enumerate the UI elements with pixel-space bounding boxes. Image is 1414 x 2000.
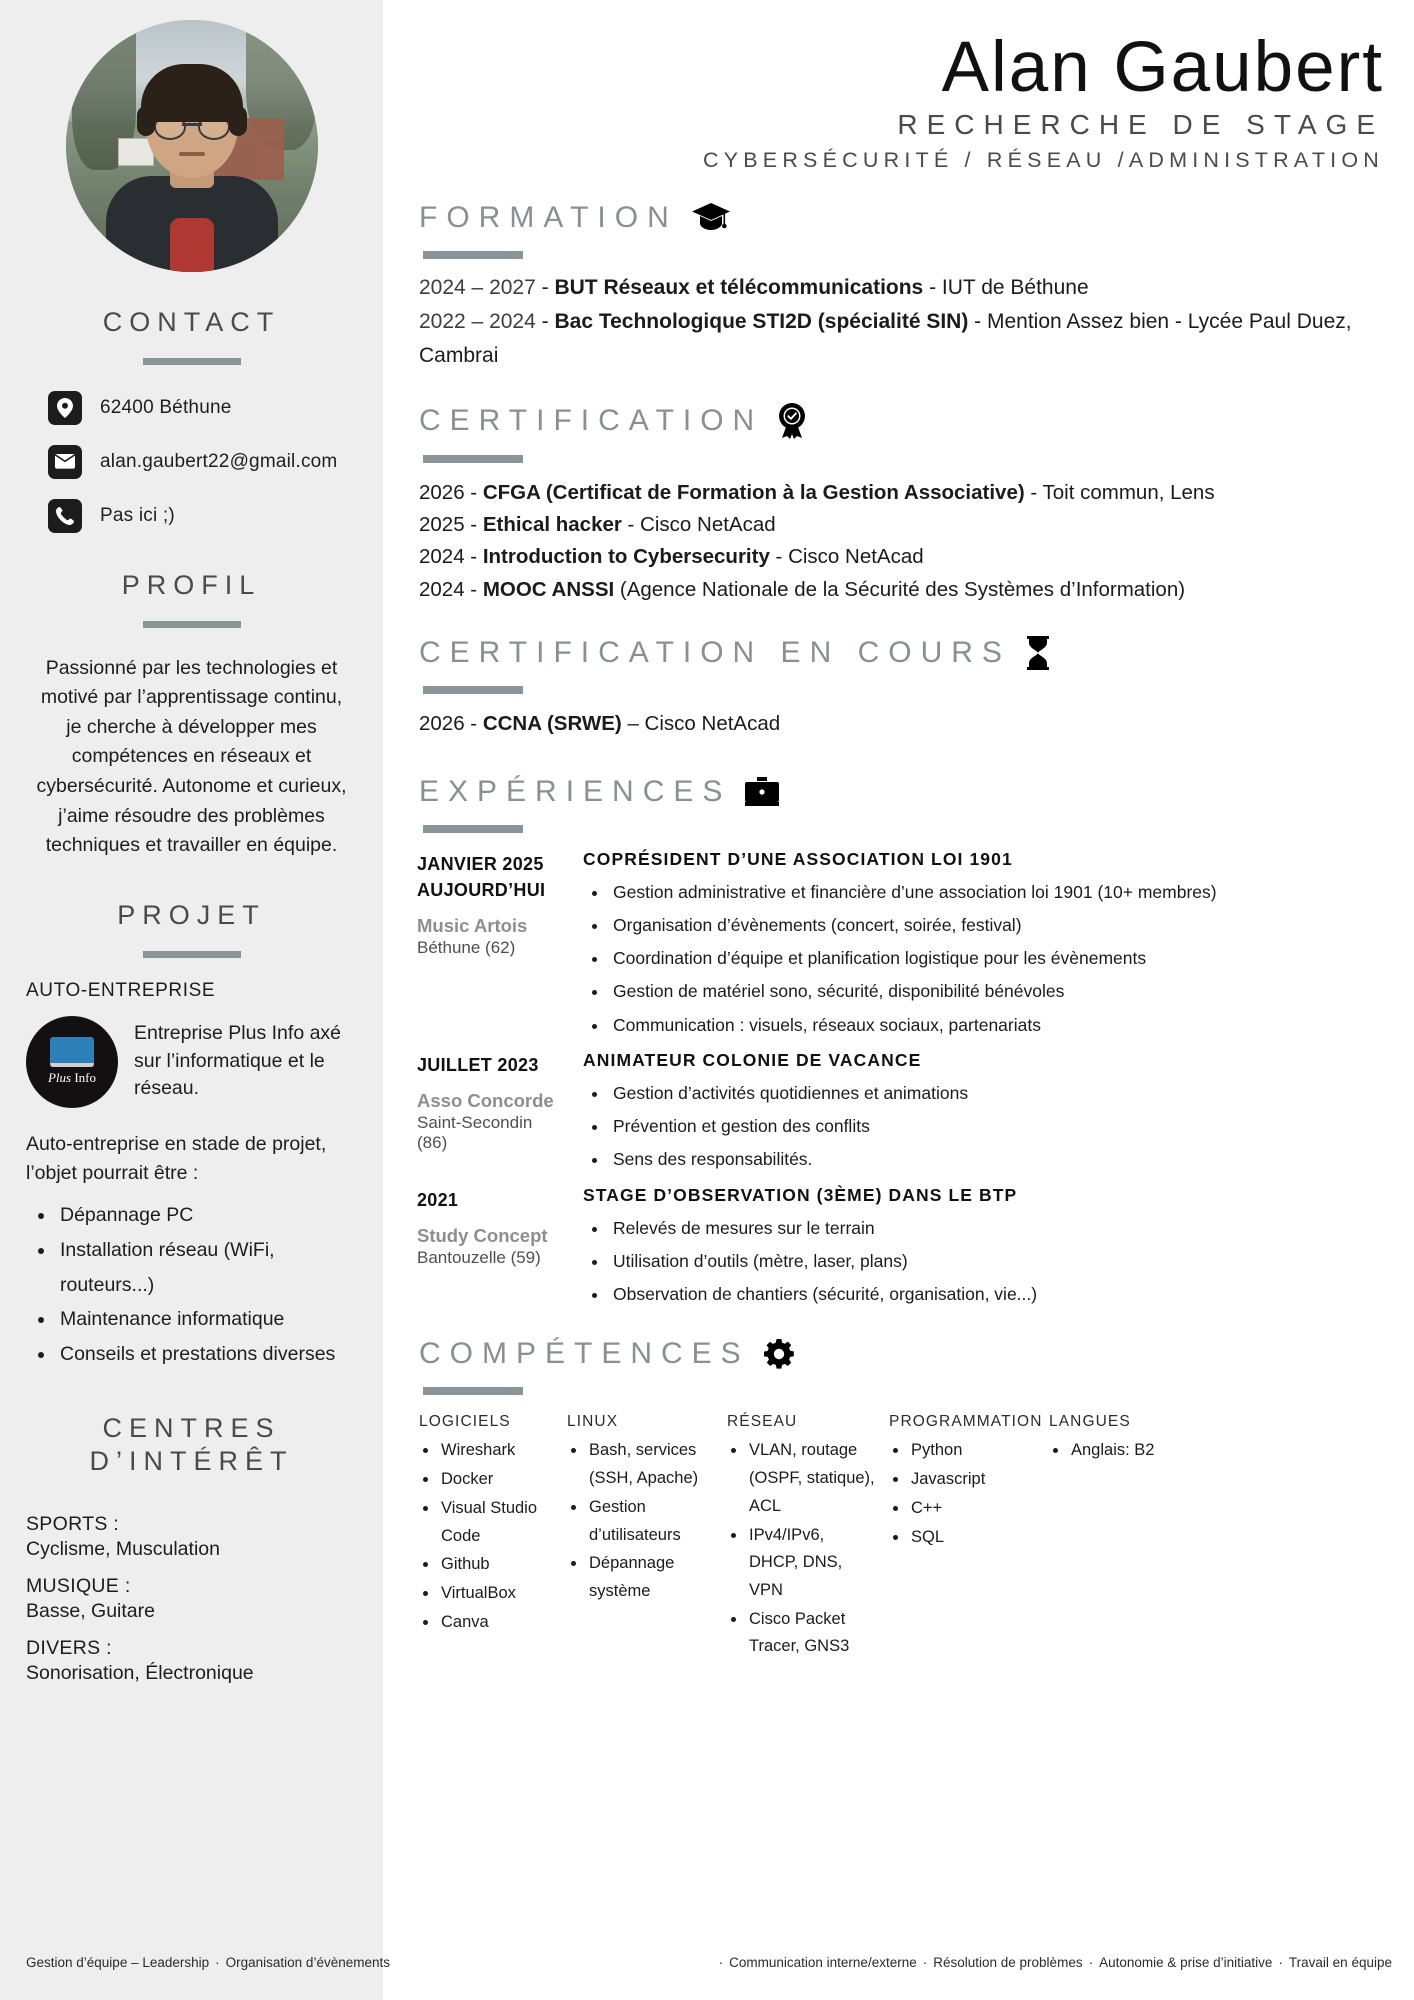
list-item: • Anglais: B2 xyxy=(1069,1437,1199,1465)
contact-email-text: alan.gaubert22@gmail.com xyxy=(100,450,338,472)
experience-meta xyxy=(417,849,561,1042)
experience-bullets xyxy=(583,1077,1392,1177)
role-line-2: CYBERSÉCURITÉ / RÉSEAU /ADMINISTRATION xyxy=(702,147,1384,172)
formation-divider xyxy=(423,251,523,259)
laptop-icon xyxy=(50,1037,94,1067)
interets-heading-line1: CENTRES xyxy=(102,1412,281,1443)
footer-dot: · xyxy=(1088,1955,1094,1970)
certification-item-dash: - xyxy=(464,513,483,537)
skill-list xyxy=(727,1437,877,1661)
experience-body xyxy=(561,1050,1392,1177)
skill-column-title: LINUX xyxy=(567,1413,619,1431)
experience-title: ANIMATEUR COLONIE DE VACANCE xyxy=(583,1049,922,1070)
skill-column-title: PROGRAMMATION xyxy=(889,1413,1043,1431)
plus-info-logo-italic: Plus xyxy=(47,1070,72,1086)
contact-divider xyxy=(143,358,241,365)
interet-divers xyxy=(26,1637,357,1685)
experience-date-line1: JUILLET 2023 xyxy=(417,1054,539,1075)
gear-icon xyxy=(764,1339,794,1369)
list-item: • Conseils et prestations diverses xyxy=(56,1337,357,1372)
plus-info-logo-text xyxy=(48,1070,96,1086)
experience-item xyxy=(405,849,1392,1042)
experience-item xyxy=(405,1185,1392,1312)
plus-info-logo xyxy=(26,1016,118,1108)
certification-item-dash: - xyxy=(464,577,483,601)
briefcase-icon xyxy=(745,777,779,807)
contact-list xyxy=(26,391,357,533)
experience-bullets xyxy=(583,876,1392,1042)
list-item: • Dépannage système xyxy=(587,1550,715,1605)
profil-heading: PROFIL xyxy=(121,569,262,600)
graduation-cap-icon xyxy=(692,203,730,233)
phone-icon xyxy=(48,499,82,533)
skill-list xyxy=(567,1437,715,1605)
projet-divider xyxy=(143,951,241,958)
certification-item-bold: Ethical hacker xyxy=(482,513,622,537)
experience-item xyxy=(405,1050,1392,1177)
skill-list xyxy=(889,1437,1037,1551)
certification-en-cours-divider xyxy=(423,686,523,694)
person-mouth xyxy=(179,152,205,156)
projet-subtitle: AUTO-ENTREPRISE xyxy=(26,979,216,1001)
experience-org: Study Concept xyxy=(417,1224,548,1246)
certification-divider xyxy=(423,455,523,463)
projet-paragraph: Auto-entreprise en stade de projet, l’objet pourrait être : xyxy=(26,1132,327,1184)
competences-heading: COMPÉTENCES xyxy=(419,1337,750,1371)
sidebar-footer xyxy=(26,1955,390,1970)
experience-bullets xyxy=(583,1212,1392,1312)
certification-item-rest: - Cisco NetAcad xyxy=(769,545,924,569)
list-item: • Coordination d’équipe et planification logistique pour les évènements xyxy=(609,942,1392,975)
certification-heading: CERTIFICATION xyxy=(419,403,764,437)
certification-en-cours-list xyxy=(419,708,1392,740)
projet-logo-row xyxy=(26,1016,357,1108)
section-header-experiences xyxy=(419,775,1392,809)
formation-item-dash: - xyxy=(535,275,555,299)
footer-tag: Communication interne/externe xyxy=(729,1955,917,1970)
experience-date-line1: 2021 xyxy=(417,1189,459,1210)
formation-item-bold: BUT Réseaux et télécommunications xyxy=(554,275,924,299)
certification-item-dash: - xyxy=(464,545,483,569)
certification-item-year: 2026 xyxy=(419,480,465,504)
experience-location: Bantouzelle (59) xyxy=(417,1247,541,1267)
item-rest: – Cisco NetAcad xyxy=(621,712,781,736)
experience-title: STAGE D’OBSERVATION (3ÈME) DANS LE BTP xyxy=(583,1184,1018,1205)
competences-columns xyxy=(419,1413,1392,1662)
certification-item-rest: - Cisco NetAcad xyxy=(621,513,776,537)
contact-item-location xyxy=(48,391,357,425)
skill-column-title: RÉSEAU xyxy=(727,1413,798,1431)
list-item: • Sens des responsabilités. xyxy=(609,1143,1392,1176)
footer-dot: · xyxy=(215,1955,220,1970)
experience-location: Saint-Secondin (86) xyxy=(417,1113,533,1153)
list-item: • Gestion d’utilisateurs xyxy=(587,1494,715,1549)
profile-photo xyxy=(66,20,318,272)
profil-divider xyxy=(143,621,241,628)
footer-dot: · xyxy=(922,1955,928,1970)
list-item: • Visual Studio Code xyxy=(439,1495,555,1550)
footer-tag: Travail en équipe xyxy=(1288,1955,1392,1970)
list-item: • VLAN, routage (OSPF, statique), ACL xyxy=(747,1437,877,1520)
list-item: • Canva xyxy=(439,1609,555,1637)
interet-sports-body: Cyclisme, Musculation xyxy=(26,1538,220,1561)
certification-item-rest: (Agence Nationale de la Sécurité des Systèmes d’Information) xyxy=(614,577,1186,601)
list-item: • C++ xyxy=(909,1495,1037,1523)
list-item: • Installation réseau (WiFi, routeurs...) xyxy=(56,1233,357,1302)
hourglass-icon xyxy=(1025,636,1051,670)
interet-sports-title: SPORTS : xyxy=(26,1513,120,1536)
section-header-competences xyxy=(419,1337,1392,1371)
list-item: • IPv4/IPv6, DHCP, DNS, VPN xyxy=(747,1522,877,1605)
contact-phone-text: Pas ici ;) xyxy=(100,504,175,526)
section-header-certification xyxy=(419,403,1392,439)
main-content xyxy=(383,0,1414,2000)
formation-item-dash: - xyxy=(535,309,555,333)
item-bold: CCNA (SRWE) xyxy=(482,712,622,736)
interet-sports xyxy=(26,1513,357,1561)
footer-tag: Organisation d’évènements xyxy=(225,1955,390,1970)
footer-dot: · xyxy=(1278,1955,1283,1970)
certification-item-dash: - xyxy=(464,480,483,504)
footer-tag: Résolution de problèmes xyxy=(933,1955,1083,1970)
list-item: • Cisco Packet Tracer, GNS3 xyxy=(747,1606,877,1661)
skill-column-title: LANGUES xyxy=(1049,1413,1131,1431)
list-item: • Maintenance informatique xyxy=(56,1302,357,1337)
formation-item xyxy=(419,305,1392,373)
main-footer xyxy=(405,1955,1392,1970)
certification-item xyxy=(419,541,1392,573)
list-item: • Docker xyxy=(439,1466,555,1494)
certification-item-year: 2025 xyxy=(419,513,465,537)
interet-divers-title: DIVERS : xyxy=(26,1637,112,1660)
certification-item-rest: - Toit commun, Lens xyxy=(1024,480,1215,504)
list-item: • VirtualBox xyxy=(439,1580,555,1608)
interet-musique xyxy=(26,1575,357,1623)
certification-en-cours-item xyxy=(419,708,1392,740)
experience-date-line2: AUJOURD’HUI xyxy=(417,879,546,900)
certification-item xyxy=(419,574,1392,606)
location-pin-icon xyxy=(48,391,82,425)
list-item: • Dépannage PC xyxy=(56,1198,357,1233)
competences-divider xyxy=(423,1387,523,1395)
skill-list xyxy=(419,1437,555,1636)
list-item: • Javascript xyxy=(909,1466,1037,1494)
interets-heading-line2: D’INTÉRÊT xyxy=(89,1446,294,1477)
section-header-certification-en-cours xyxy=(419,636,1392,670)
projet-list xyxy=(26,1198,357,1372)
formation-heading: FORMATION xyxy=(419,200,678,234)
experience-org: Music Artois xyxy=(417,914,528,936)
formation-item-year: 2022 – 2024 xyxy=(419,309,536,333)
list-item: • Prévention et gestion des conflits xyxy=(609,1110,1392,1143)
certification-item-year: 2024 xyxy=(419,577,465,601)
formation-list xyxy=(419,271,1392,373)
skill-column-programmation xyxy=(889,1413,1049,1662)
skill-column-reseau xyxy=(727,1413,889,1662)
certification-item-year: 2024 xyxy=(419,545,465,569)
list-item: • Bash, services (SSH, Apache) xyxy=(587,1437,715,1492)
formation-item-year: 2024 – 2027 xyxy=(419,275,536,299)
role-line-1: RECHERCHE DE STAGE xyxy=(897,108,1384,140)
sidebar xyxy=(0,0,390,2000)
plus-info-logo-rest: Info xyxy=(74,1070,97,1086)
projet-heading: PROJET xyxy=(117,899,266,930)
interet-musique-body: Basse, Guitare xyxy=(26,1600,155,1623)
contact-heading: CONTACT xyxy=(102,307,281,337)
certification-item-bold: CFGA (Certificat de Formation à la Gestion Associative) xyxy=(482,480,1025,504)
experience-meta xyxy=(417,1050,561,1177)
photo-person xyxy=(106,104,278,272)
skill-column-logiciels xyxy=(419,1413,567,1662)
award-badge-icon xyxy=(777,403,807,439)
list-item: • Gestion d’activités quotidiennes et animations xyxy=(609,1077,1392,1110)
list-item: • Python xyxy=(909,1437,1037,1465)
experiences-heading: EXPÉRIENCES xyxy=(419,774,732,808)
interet-divers-body: Sonorisation, Électronique xyxy=(26,1662,254,1685)
person-shirt xyxy=(170,218,214,272)
list-item: • Wireshark xyxy=(439,1437,555,1465)
section-header-formation xyxy=(419,201,1392,235)
formation-item-bold: Bac Technologique STI2D (spécialité SIN) xyxy=(554,309,969,333)
certification-item xyxy=(419,509,1392,541)
experiences-list xyxy=(405,849,1392,1312)
formation-item-rest: - IUT de Béthune xyxy=(923,275,1089,299)
experience-body xyxy=(561,849,1392,1042)
contact-item-phone xyxy=(48,499,357,533)
envelope-icon xyxy=(48,445,82,479)
certification-item-bold: MOOC ANSSI xyxy=(482,577,615,601)
certification-item-bold: Introduction to Cybersecurity xyxy=(482,545,770,569)
footer-dot: · xyxy=(718,1955,724,1970)
list-item: • Github xyxy=(439,1551,555,1579)
item-year: 2026 xyxy=(419,712,465,736)
skill-list xyxy=(1049,1437,1199,1465)
list-item: • Utilisation d’outils (mètre, laser, plans) xyxy=(609,1245,1392,1278)
list-item: • Gestion administrative et financière d’une association loi 1901 (10+ membres) xyxy=(609,876,1392,909)
experience-org: Asso Concorde xyxy=(417,1089,554,1111)
list-item: • SQL xyxy=(909,1524,1037,1552)
projet-logo-caption: Entreprise Plus Info axé sur l’informatique et le réseau. xyxy=(134,1022,342,1100)
formation-item-rest: - Mention Assez bien - Lycée Paul Duez, Cambrai xyxy=(419,309,1352,367)
item-dash: - xyxy=(464,712,483,736)
skill-column-langues xyxy=(1049,1413,1211,1662)
experience-date-line1: JANVIER 2025 xyxy=(417,853,544,874)
list-item: • Organisation d’évènements (concert, soirée, festival) xyxy=(609,909,1392,942)
contact-item-email[interactable] xyxy=(48,445,357,479)
profil-text: Passionné par les technologies et motivé par l’apprentissage continu, je cherche à développer mes compétences en réseaux et cybersécurité. Autonome et curieux, j’aime résoudre des problèmes techniques et travailler en équipe. xyxy=(36,656,347,857)
list-item: • Gestion de matériel sono, sécurité, disponibilité bénévoles xyxy=(609,975,1392,1008)
certification-list xyxy=(419,477,1392,607)
certification-en-cours-heading: CERTIFICATION EN COURS xyxy=(419,636,1011,670)
experience-title: COPRÉSIDENT D’UNE ASSOCIATION LOI 1901 xyxy=(583,848,1013,869)
experience-meta xyxy=(417,1185,561,1312)
person-jacket xyxy=(106,176,278,272)
footer-tag: Autonomie & prise d’initiative xyxy=(1099,1955,1273,1970)
contact-location-text: 62400 Béthune xyxy=(100,396,232,418)
skill-column-linux xyxy=(567,1413,727,1662)
experience-body xyxy=(561,1185,1392,1312)
experience-location: Béthune (62) xyxy=(417,937,516,957)
skill-column-title: LOGICIELS xyxy=(419,1413,511,1431)
list-item: • Communication : visuels, réseaux sociaux, partenariats xyxy=(609,1009,1392,1042)
list-item: • Observation de chantiers (sécurité, organisation, vie...) xyxy=(609,1278,1392,1311)
formation-item xyxy=(419,271,1392,305)
experiences-divider xyxy=(423,825,523,833)
footer-tag: Gestion d’équipe – Leadership xyxy=(26,1955,210,1970)
interet-musique-title: MUSIQUE : xyxy=(26,1575,131,1598)
certification-item xyxy=(419,477,1392,509)
page-title: Alan Gaubert xyxy=(941,28,1384,107)
list-item: • Relevés de mesures sur le terrain xyxy=(609,1212,1392,1245)
